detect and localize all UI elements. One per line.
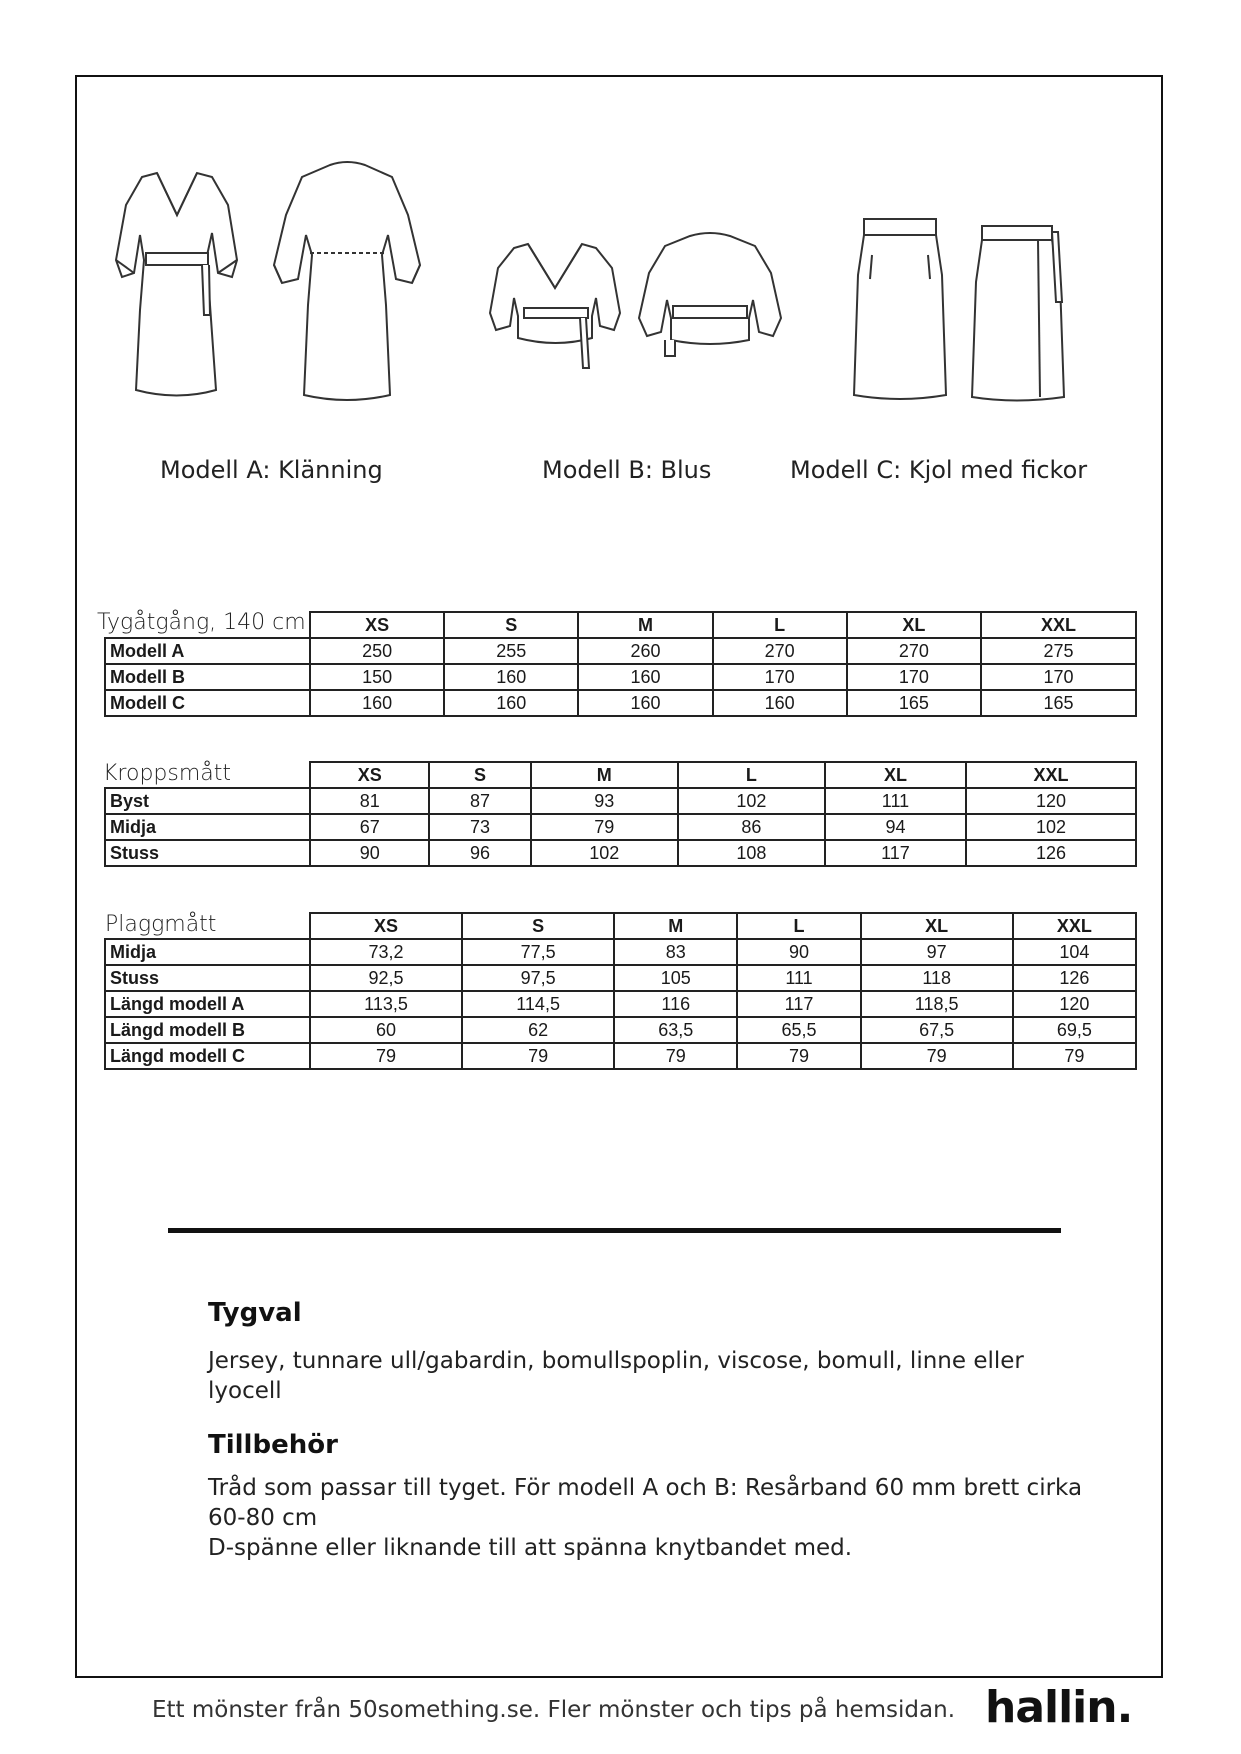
row-label: Stuss: [105, 840, 310, 866]
table-cell: 62: [462, 1017, 614, 1043]
dress-back-sketch: [270, 155, 425, 410]
table-cell: 120: [1013, 991, 1136, 1017]
brand-logo: hallin.: [985, 1682, 1133, 1733]
table-cell: 102: [531, 840, 678, 866]
table-header-row: [105, 913, 1136, 939]
row-label: Modell A: [105, 638, 310, 664]
table-cell: 160: [444, 690, 578, 716]
table-cell: 87: [429, 788, 530, 814]
row-label: Modell B: [105, 664, 310, 690]
size-header: L: [713, 612, 847, 638]
table-row: [105, 1017, 1136, 1043]
table-cell: 86: [678, 814, 825, 840]
table-cell: 165: [981, 690, 1136, 716]
row-label: Midja: [105, 814, 310, 840]
table-cell: 118,5: [861, 991, 1013, 1017]
blouse-back-sketch: [635, 228, 785, 378]
table-row: [105, 840, 1136, 866]
table-cell: 105: [614, 965, 737, 991]
table-cell: 160: [713, 690, 847, 716]
table-cell: 73: [429, 814, 530, 840]
size-header: M: [578, 612, 712, 638]
row-label: Stuss: [105, 965, 310, 991]
table-cell: 77,5: [462, 939, 614, 965]
table-cell: 120: [966, 788, 1136, 814]
table-cell: 67: [310, 814, 429, 840]
body-measurements-title: Kroppsmått: [103, 761, 232, 786]
skirt-back-sketch: [968, 222, 1078, 407]
table-row: [105, 690, 1136, 716]
table-cell: 97: [861, 939, 1013, 965]
table-cell: 67,5: [861, 1017, 1013, 1043]
table-cell: 113,5: [310, 991, 462, 1017]
table-cell: 104: [1013, 939, 1136, 965]
table-row: [105, 965, 1136, 991]
row-label: Längd modell C: [105, 1043, 310, 1069]
size-header: XS: [310, 913, 462, 939]
table-cell: 63,5: [614, 1017, 737, 1043]
model-b-label: Modell B: Blus: [542, 456, 712, 484]
fabric-consumption-table: [104, 611, 1137, 717]
table-cell: 160: [578, 664, 712, 690]
body-measurements-table: [104, 761, 1137, 867]
blouse-front-sketch: [488, 238, 623, 378]
table-row: [105, 788, 1136, 814]
table-cell: 114,5: [462, 991, 614, 1017]
row-label: Längd modell A: [105, 991, 310, 1017]
size-header: L: [678, 762, 825, 788]
size-header: M: [614, 913, 737, 939]
size-header: XXL: [1013, 913, 1136, 939]
size-header: XS: [310, 612, 444, 638]
table-cell: 275: [981, 638, 1136, 664]
table-row: [105, 939, 1136, 965]
model-a-label: Modell A: Klänning: [160, 456, 383, 484]
size-header: XS: [310, 762, 429, 788]
row-label: Byst: [105, 788, 310, 814]
table-cell: 83: [614, 939, 737, 965]
table-cell: 79: [614, 1043, 737, 1069]
fabric-text: Jersey, tunnare ull/gabardin, bomullspoplin, viscose, bomull, linne eller lyocell: [208, 1348, 1024, 1404]
table-cell: 79: [861, 1043, 1013, 1069]
size-header: L: [737, 913, 860, 939]
table-cell: 260: [578, 638, 712, 664]
garment-measurements-title: Plaggmått: [105, 912, 217, 937]
table-cell: 97,5: [462, 965, 614, 991]
table-row: [105, 638, 1136, 664]
footer-text: Ett mönster från 50something.se. Fler mönster och tips på hemsidan.: [152, 1697, 956, 1723]
table-row: [105, 1043, 1136, 1069]
size-header: XL: [825, 762, 966, 788]
table-cell: 255: [444, 638, 578, 664]
table-cell: 165: [847, 690, 981, 716]
table-cell: 79: [531, 814, 678, 840]
table-cell: 81: [310, 788, 429, 814]
notions-text-2: D-spänne eller liknande till att spänna knytbandet med.: [208, 1535, 853, 1561]
table-cell: 160: [310, 690, 444, 716]
size-header: S: [429, 762, 530, 788]
table-cell: 170: [981, 664, 1136, 690]
table-cell: 126: [966, 840, 1136, 866]
dress-front-sketch: [112, 165, 242, 410]
table-header-row: [105, 612, 1136, 638]
size-header: XL: [847, 612, 981, 638]
table-cell: 79: [1013, 1043, 1136, 1069]
notions-heading: Tillbehör: [208, 1430, 338, 1460]
row-label: Modell C: [105, 690, 310, 716]
table-cell: 108: [678, 840, 825, 866]
table-cell: 270: [847, 638, 981, 664]
fabric-consumption-title: Tygåtgång, 140 cm: [97, 610, 306, 635]
table-cell: 170: [847, 664, 981, 690]
table-cell: 96: [429, 840, 530, 866]
table-cell: 270: [713, 638, 847, 664]
table-header-row: [105, 762, 1136, 788]
table-row: [105, 991, 1136, 1017]
table-cell: 160: [444, 664, 578, 690]
table-cell: 111: [825, 788, 966, 814]
table-cell: 111: [737, 965, 860, 991]
row-label: Längd modell B: [105, 1017, 310, 1043]
size-header: XXL: [981, 612, 1136, 638]
table-cell: 116: [614, 991, 737, 1017]
fabric-heading: Tygval: [208, 1298, 302, 1328]
skirt-front-sketch: [850, 215, 950, 405]
table-cell: 79: [462, 1043, 614, 1069]
table-cell: 102: [966, 814, 1136, 840]
table-cell: 79: [737, 1043, 860, 1069]
table-cell: 117: [737, 991, 860, 1017]
table-cell: 150: [310, 664, 444, 690]
table-cell: 60: [310, 1017, 462, 1043]
table-cell: 90: [737, 939, 860, 965]
table-row: [105, 814, 1136, 840]
table-cell: 117: [825, 840, 966, 866]
garment-measurements-table: [104, 912, 1137, 1070]
table-cell: 118: [861, 965, 1013, 991]
table-cell: 79: [310, 1043, 462, 1069]
table-cell: 102: [678, 788, 825, 814]
table-row: [105, 664, 1136, 690]
size-header: XXL: [966, 762, 1136, 788]
section-divider: [168, 1228, 1061, 1233]
size-header: XL: [861, 913, 1013, 939]
size-header: M: [531, 762, 678, 788]
size-header: S: [462, 913, 614, 939]
row-label: Midja: [105, 939, 310, 965]
table-cell: 69,5: [1013, 1017, 1136, 1043]
table-cell: 65,5: [737, 1017, 860, 1043]
table-cell: 160: [578, 690, 712, 716]
table-cell: 73,2: [310, 939, 462, 965]
model-c-label: Modell C: Kjol med fickor: [790, 456, 1088, 484]
size-header: S: [444, 612, 578, 638]
table-cell: 93: [531, 788, 678, 814]
table-cell: 94: [825, 814, 966, 840]
table-cell: 126: [1013, 965, 1136, 991]
notions-text-1: Tråd som passar till tyget. För modell A och B: Resårband 60 mm brett cirka 60-80 cm: [208, 1475, 1083, 1531]
table-cell: 90: [310, 840, 429, 866]
table-cell: 170: [713, 664, 847, 690]
table-cell: 250: [310, 638, 444, 664]
table-cell: 92,5: [310, 965, 462, 991]
